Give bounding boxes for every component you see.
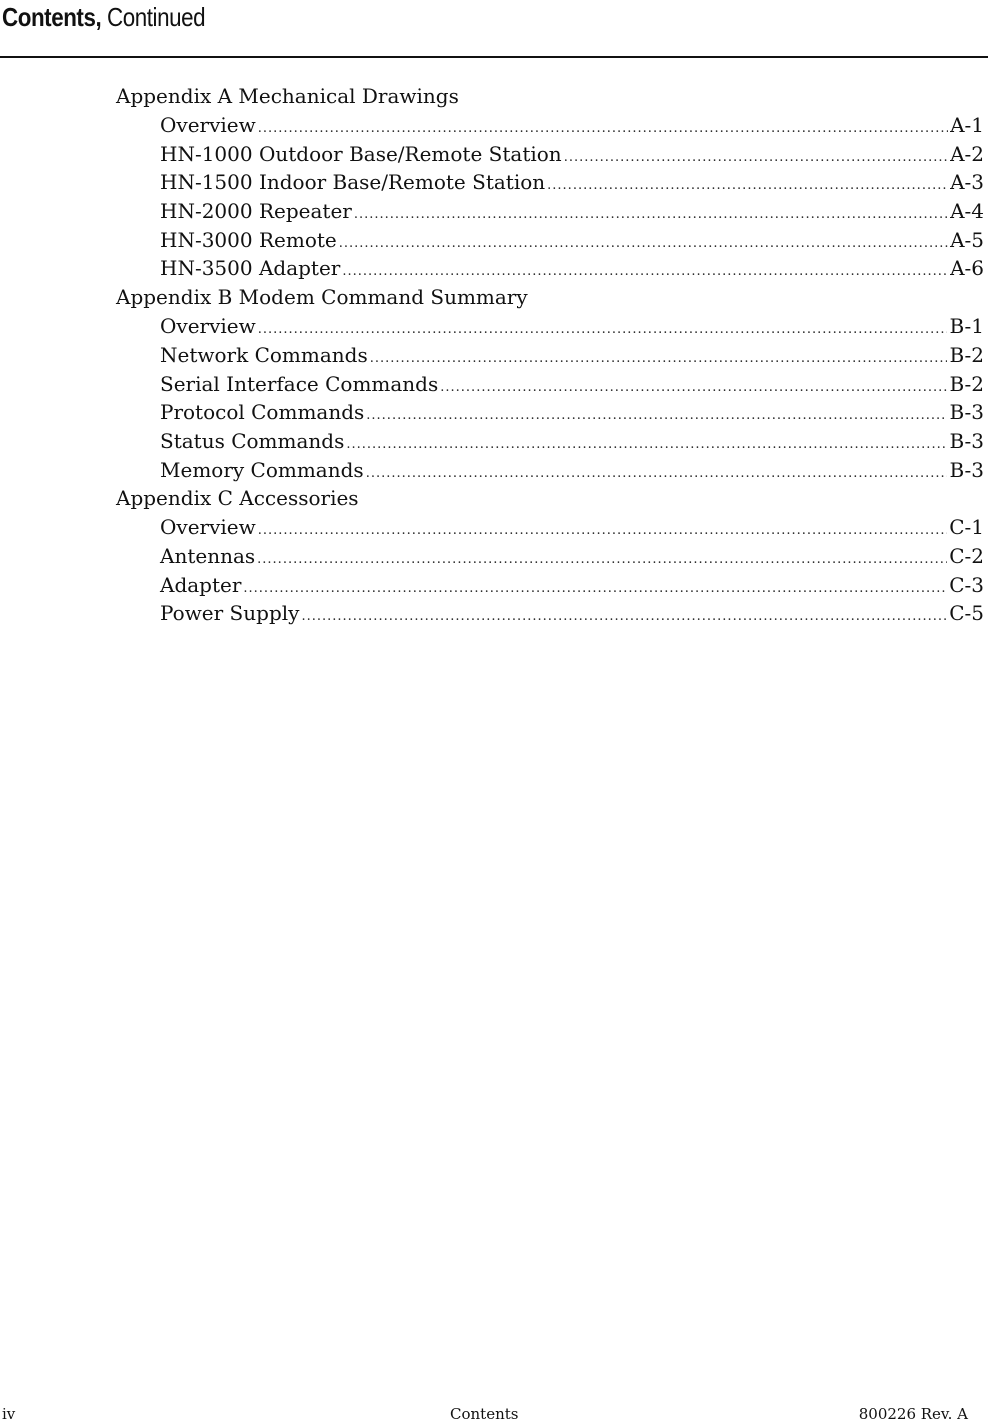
toc-entry-page: C-3 (949, 572, 984, 597)
toc-entry-page: C-2 (949, 543, 984, 568)
appendix-c-title[interactable]: Appendix C Accessories (116, 486, 359, 511)
toc-entry-page: A-2 (950, 141, 984, 166)
toc-entry-title: Status Commands (160, 428, 345, 453)
footer-page-number: iv (2, 1405, 16, 1423)
dot-leader (366, 402, 947, 431)
toc-entry-page: C-1 (949, 515, 984, 540)
toc-entry-title: Network Commands (160, 342, 368, 367)
dot-leader (258, 517, 947, 546)
toc-entry-page: B-2 (949, 371, 984, 396)
toc-entry-page: A-4 (950, 199, 984, 224)
header-title-bold: Contents, (2, 2, 102, 32)
toc-entry-title: Protocol Commands (160, 400, 365, 425)
toc-entry[interactable] (116, 312, 984, 341)
toc-entry-title: HN-3500 Adapter (160, 256, 341, 281)
toc-entry-title: Serial Interface Commands (160, 371, 439, 396)
page-header (2, 0, 205, 40)
toc-entry-title: Overview (160, 113, 256, 137)
dot-leader (301, 603, 947, 632)
appendix-b-entries (116, 312, 984, 484)
toc-entry[interactable] (116, 341, 984, 370)
toc-entry[interactable] (116, 542, 984, 571)
appendix-b-title[interactable]: Appendix B Modem Command Summary (116, 285, 528, 310)
toc-entry[interactable] (116, 370, 984, 399)
toc-entry[interactable] (116, 427, 984, 456)
header-title-rest: Continued (101, 2, 206, 32)
toc-entry-page: A-1 (950, 113, 984, 137)
footer-section: Contents (450, 1405, 519, 1423)
dot-leader (243, 575, 947, 604)
toc-entry[interactable] (116, 111, 984, 140)
toc-entry-page: B-3 (949, 428, 984, 453)
appendix-a-entries (116, 111, 984, 283)
dot-leader (257, 546, 947, 575)
toc-entry[interactable] (116, 168, 984, 197)
toc-entry-page: A-6 (950, 256, 984, 281)
dot-leader (564, 144, 948, 173)
dot-leader (547, 172, 948, 201)
toc-entry-title: HN-1500 Indoor Base/Remote Station (160, 170, 546, 195)
toc-entry-title: HN-1000 Outdoor Base/Remote Station (160, 141, 562, 166)
toc-entry-page: C-5 (949, 601, 984, 626)
toc-entry-page: B-3 (949, 400, 984, 425)
toc-entry-title: HN-2000 Repeater (160, 199, 352, 224)
toc-entry[interactable] (116, 398, 984, 427)
toc-entry-title: Overview (160, 314, 256, 339)
appendix-b (116, 283, 984, 484)
toc-entry-page: B-3 (949, 457, 984, 482)
toc-entry[interactable] (116, 197, 984, 226)
dot-leader (354, 201, 948, 230)
toc-entry[interactable] (116, 571, 984, 600)
header-rule (0, 56, 988, 58)
toc-entry-title: Adapter (160, 572, 242, 597)
dot-leader (339, 230, 948, 259)
toc-entry-page: A-3 (950, 170, 984, 195)
toc-entry[interactable] (116, 599, 984, 628)
toc-entry-title: Memory Commands (160, 457, 364, 482)
toc-entry-title: HN-3000 Remote (160, 227, 337, 252)
toc-entry-page: B-2 (949, 342, 984, 367)
toc-entry-title: Antennas (160, 543, 256, 568)
toc-entry[interactable] (116, 513, 984, 542)
appendix-a (116, 82, 984, 283)
toc-entry-page: A-5 (950, 227, 984, 252)
table-of-contents (116, 82, 984, 628)
appendix-c (116, 484, 984, 628)
appendix-c-entries (116, 513, 984, 628)
appendix-a-title[interactable]: Appendix A Mechanical Drawings (116, 84, 459, 108)
toc-entry[interactable] (116, 140, 984, 169)
toc-entry[interactable] (116, 456, 984, 485)
dot-leader (370, 345, 948, 374)
toc-entry-title: Power Supply (160, 601, 300, 626)
dot-leader (440, 374, 947, 403)
footer-doc-id: 800226 Rev. A (858, 1405, 968, 1423)
toc-entry[interactable] (116, 254, 984, 283)
toc-entry-title: Overview (160, 515, 256, 540)
toc-entry-page: B-1 (949, 314, 984, 339)
toc-entry[interactable] (116, 226, 984, 255)
dot-leader (346, 431, 947, 460)
dot-leader (366, 460, 948, 489)
